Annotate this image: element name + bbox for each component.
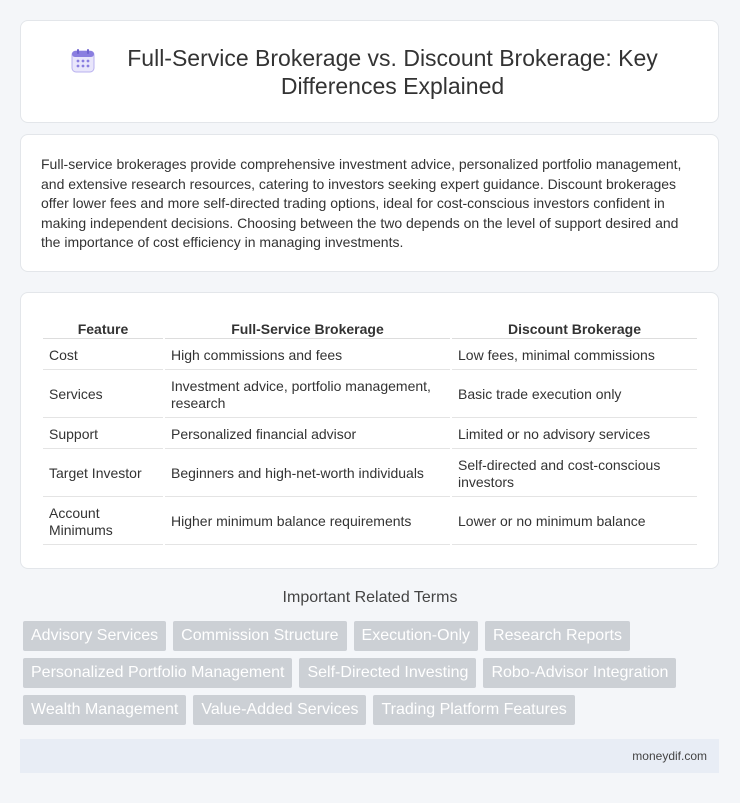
- table-row: [43, 499, 697, 545]
- calendar-icon: [70, 48, 96, 74]
- related-term-tag[interactable]: Self-Directed Investing: [299, 658, 476, 688]
- table-cell: Personalized financial advisor: [165, 420, 450, 449]
- table-row: [43, 372, 697, 418]
- related-term-tag[interactable]: Research Reports: [485, 621, 630, 651]
- table-header-row: [43, 315, 697, 339]
- table-row: [43, 341, 697, 370]
- table-cell: Basic trade execution only: [452, 372, 697, 418]
- intro-card: [20, 134, 719, 272]
- footer-site-link[interactable]: moneydif.com: [632, 749, 707, 763]
- table-row: [43, 420, 697, 449]
- column-header-discount: Discount Brokerage: [452, 315, 697, 339]
- table-cell: Investment advice, portfolio management, research: [165, 372, 450, 418]
- column-header-feature: Feature: [43, 315, 163, 339]
- related-term-tag[interactable]: Robo-Advisor Integration: [483, 658, 676, 688]
- related-terms-list: [23, 621, 723, 725]
- table-cell: Account Minimums: [43, 499, 163, 545]
- table-cell: Lower or no minimum balance: [452, 499, 697, 545]
- page-title: Full-Service Brokerage vs. Discount Brokerage: Key Differences Explained: [127, 44, 658, 99]
- table-cell: High commissions and fees: [165, 341, 450, 370]
- footer: [20, 739, 719, 773]
- table-row: [43, 451, 697, 497]
- table-cell: Low fees, minimal commissions: [452, 341, 697, 370]
- related-term-tag[interactable]: Commission Structure: [173, 621, 346, 651]
- table-cell: Higher minimum balance requirements: [165, 499, 450, 545]
- table-cell: Support: [43, 420, 163, 449]
- related-term-tag[interactable]: Advisory Services: [23, 621, 166, 651]
- related-term-tag[interactable]: Execution-Only: [354, 621, 479, 651]
- table-cell: Limited or no advisory services: [452, 420, 697, 449]
- table-cell: Target Investor: [43, 451, 163, 497]
- related-term-tag[interactable]: Trading Platform Features: [373, 695, 574, 725]
- comparison-table-card: [20, 292, 719, 569]
- related-term-tag[interactable]: Value-Added Services: [193, 695, 366, 725]
- title-card: [20, 20, 719, 123]
- table-cell: Self-directed and cost-conscious investors: [452, 451, 697, 497]
- related-terms-title: Important Related Terms: [282, 589, 458, 606]
- column-header-full-service: Full-Service Brokerage: [165, 315, 450, 339]
- related-term-tag[interactable]: Wealth Management: [23, 695, 186, 725]
- table-cell: Services: [43, 372, 163, 418]
- title-wrap: [70, 44, 670, 100]
- intro-paragraph: Full-service brokerages provide comprehensive investment advice, personalized portfolio management, and extensive research resources, catering to investors seeking expert guidance. Discount brokerages offer lower fees and more self-directed trading options, ideal for cost-conscious investors confident in making independent decisions. Choosing between the two depends on the level of support desired and the importance of cost efficiency in managing investments.: [41, 156, 682, 251]
- table-cell: Beginners and high-net-worth individuals: [165, 451, 450, 497]
- table-cell: Cost: [43, 341, 163, 370]
- related-term-tag[interactable]: Personalized Portfolio Management: [23, 658, 292, 688]
- comparison-table: [41, 313, 699, 547]
